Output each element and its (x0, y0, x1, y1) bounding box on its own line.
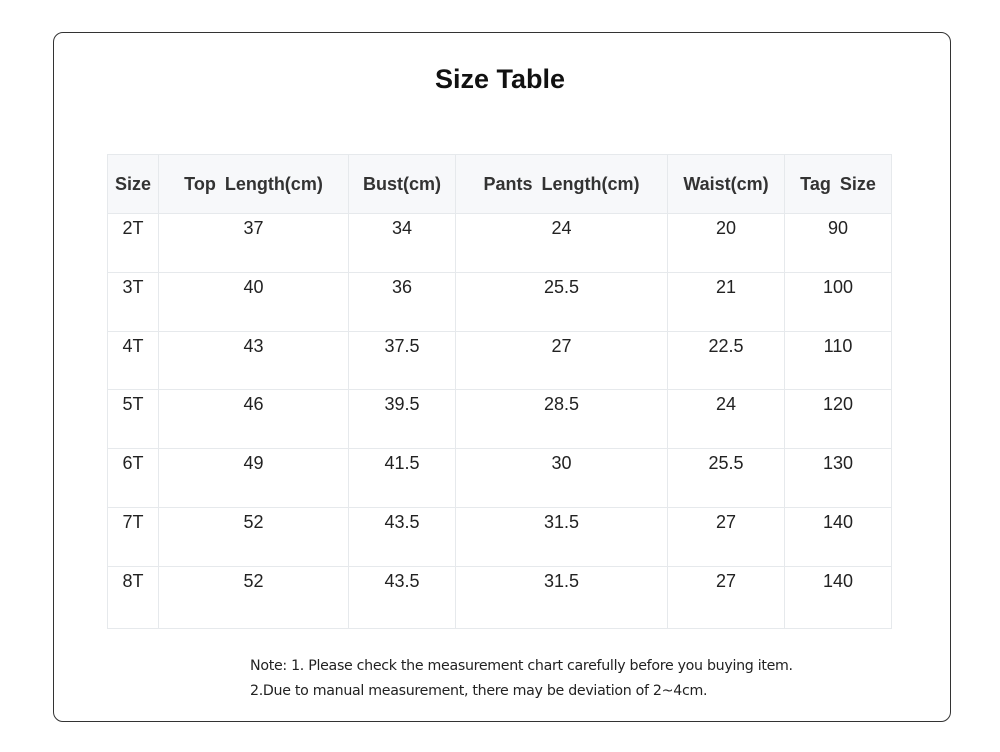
table-cell: 52 (159, 507, 349, 566)
table-cell: 40 (159, 272, 349, 331)
table-cell: 41.5 (349, 449, 456, 508)
table-cell: 30 (456, 449, 668, 508)
table-cell: 31.5 (456, 566, 668, 628)
table-cell: 52 (159, 566, 349, 628)
table-cell: 27 (456, 331, 668, 390)
table-cell: 8T (108, 566, 159, 628)
table-row (108, 214, 892, 273)
table-cell: 6T (108, 449, 159, 508)
column-header-top-length: Top Length(cm) (159, 155, 349, 214)
table-row (108, 272, 892, 331)
table-row (108, 507, 892, 566)
table-cell: 5T (108, 390, 159, 449)
size-table (107, 154, 892, 629)
table-cell: 46 (159, 390, 349, 449)
table-cell: 110 (785, 331, 892, 390)
table-cell: 31.5 (456, 507, 668, 566)
table-cell: 36 (349, 272, 456, 331)
table-cell: 20 (668, 214, 785, 273)
table-cell: 100 (785, 272, 892, 331)
table-cell: 39.5 (349, 390, 456, 449)
table-cell: 4T (108, 331, 159, 390)
table-cell: 3T (108, 272, 159, 331)
table-cell: 37 (159, 214, 349, 273)
table-cell: 43.5 (349, 566, 456, 628)
table-header-row (108, 155, 892, 214)
note-line-2: 2.Due to manual measurement, there may be deviation of 2~4cm. (250, 683, 708, 699)
measurement-notes (250, 654, 793, 704)
table-cell: 120 (785, 390, 892, 449)
page-title: Size Table (434, 64, 566, 94)
column-header-size: Size (108, 155, 159, 214)
table-cell: 22.5 (668, 331, 785, 390)
table-row (108, 566, 892, 628)
column-header-tag-size: Tag Size (785, 155, 892, 214)
table-cell: 27 (668, 566, 785, 628)
table-cell: 24 (668, 390, 785, 449)
table-row (108, 449, 892, 508)
table-cell: 28.5 (456, 390, 668, 449)
table-cell: 49 (159, 449, 349, 508)
table-cell: 43.5 (349, 507, 456, 566)
column-header-waist: Waist(cm) (668, 155, 785, 214)
table-cell: 140 (785, 566, 892, 628)
table-cell: 34 (349, 214, 456, 273)
table-cell: 27 (668, 507, 785, 566)
column-header-bust: Bust(cm) (349, 155, 456, 214)
table-cell: 140 (785, 507, 892, 566)
table-cell: 130 (785, 449, 892, 508)
note-line-1: Note: 1. Please check the measurement chart carefully before you buying item. (250, 658, 793, 674)
table-cell: 7T (108, 507, 159, 566)
table-row (108, 331, 892, 390)
table-cell: 25.5 (668, 449, 785, 508)
table-cell: 21 (668, 272, 785, 331)
column-header-pants-length: Pants Length(cm) (456, 155, 668, 214)
table-cell: 43 (159, 331, 349, 390)
table-cell: 25.5 (456, 272, 668, 331)
table-cell: 90 (785, 214, 892, 273)
table-cell: 2T (108, 214, 159, 273)
table-cell: 24 (456, 214, 668, 273)
table-cell: 37.5 (349, 331, 456, 390)
table-row (108, 390, 892, 449)
